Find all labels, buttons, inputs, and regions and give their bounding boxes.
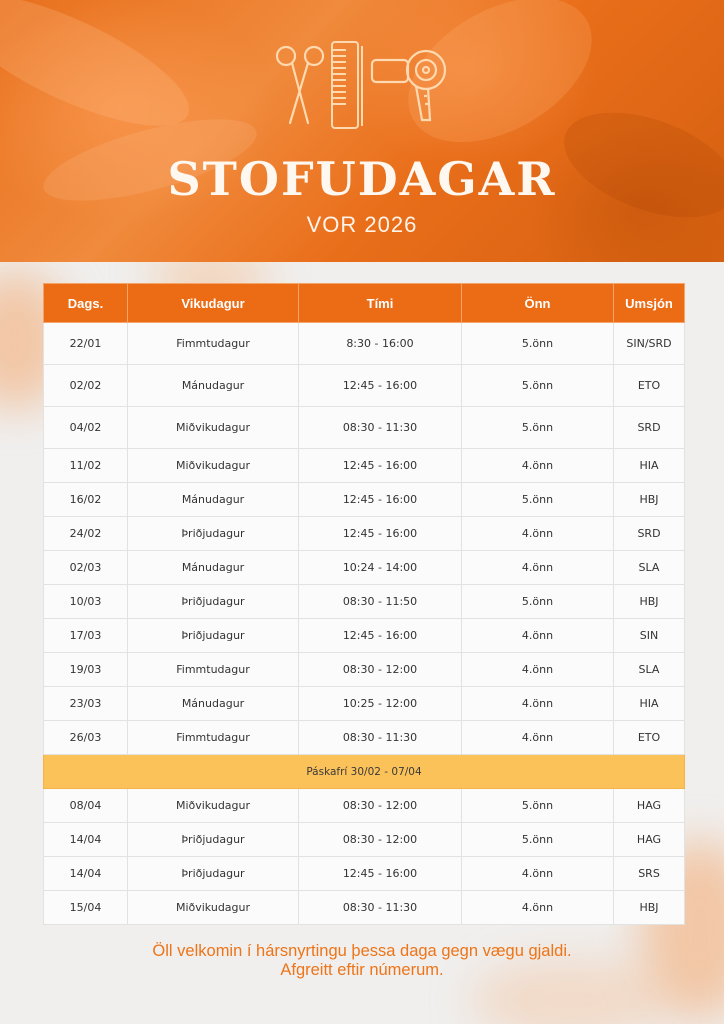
cell-weekday: Miðvikudagur xyxy=(128,891,299,925)
cell-weekday: Fimmtudagur xyxy=(128,721,299,755)
schedule-table-wrapper xyxy=(43,283,684,925)
cell-time: 12:45 - 16:00 xyxy=(299,483,462,517)
cell-time: 10:25 - 12:00 xyxy=(299,687,462,721)
cell-time: 08:30 - 11:30 xyxy=(299,891,462,925)
cell-weekday: Mánudagur xyxy=(128,687,299,721)
header-banner xyxy=(0,0,724,262)
cell-date: 24/02 xyxy=(44,517,128,551)
cell-weekday: Þriðjudagur xyxy=(128,823,299,857)
cell-term: 5.önn xyxy=(462,823,614,857)
cell-supervisor: SLA xyxy=(614,653,685,687)
footer-note xyxy=(0,942,724,980)
cell-weekday: Mánudagur xyxy=(128,365,299,407)
cell-weekday: Þriðjudagur xyxy=(128,585,299,619)
cell-supervisor: HIA xyxy=(614,449,685,483)
cell-supervisor: HIA xyxy=(614,687,685,721)
cell-supervisor: HBJ xyxy=(614,483,685,517)
cell-time: 08:30 - 12:00 xyxy=(299,653,462,687)
cell-date: 17/03 xyxy=(44,619,128,653)
schedule-table xyxy=(43,283,685,925)
table-row xyxy=(44,857,685,891)
cell-term: 4.önn xyxy=(462,721,614,755)
cell-term: 5.önn xyxy=(462,323,614,365)
table-header-row xyxy=(44,284,685,323)
cell-supervisor: SRD xyxy=(614,517,685,551)
table-row xyxy=(44,721,685,755)
cell-supervisor: HBJ xyxy=(614,585,685,619)
table-row xyxy=(44,823,685,857)
cell-weekday: Miðvikudagur xyxy=(128,449,299,483)
table-row xyxy=(44,365,685,407)
cell-date: 23/03 xyxy=(44,687,128,721)
cell-supervisor: SRS xyxy=(614,857,685,891)
cell-date: 14/04 xyxy=(44,857,128,891)
cell-term: 4.önn xyxy=(462,687,614,721)
cell-weekday: Þriðjudagur xyxy=(128,857,299,891)
cell-weekday: Miðvikudagur xyxy=(128,407,299,449)
cell-date: 22/01 xyxy=(44,323,128,365)
table-row xyxy=(44,653,685,687)
cell-date: 04/02 xyxy=(44,407,128,449)
cell-supervisor: HBJ xyxy=(614,891,685,925)
column-header-date: Dags. xyxy=(44,284,128,323)
column-header-term: Önn xyxy=(462,284,614,323)
table-row xyxy=(44,619,685,653)
cell-time: 08:30 - 11:30 xyxy=(299,721,462,755)
cell-weekday: Mánudagur xyxy=(128,483,299,517)
page-subtitle: VOR 2026 xyxy=(306,212,418,237)
cell-supervisor: SIN/SRD xyxy=(614,323,685,365)
cell-time: 12:45 - 16:00 xyxy=(299,449,462,483)
cell-time: 08:30 - 12:00 xyxy=(299,823,462,857)
cell-date: 02/02 xyxy=(44,365,128,407)
column-header-weekday: Vikudagur xyxy=(128,284,299,323)
table-row xyxy=(44,323,685,365)
cell-term: 4.önn xyxy=(462,891,614,925)
cell-term: 4.önn xyxy=(462,517,614,551)
cell-supervisor: SIN xyxy=(614,619,685,653)
column-header-supervisor: Umsjón xyxy=(614,284,685,323)
comb-icon xyxy=(332,42,362,128)
cell-date: 10/03 xyxy=(44,585,128,619)
cell-term: 4.önn xyxy=(462,653,614,687)
hair-dryer-icon xyxy=(372,51,445,120)
column-header-time: Tími xyxy=(299,284,462,323)
cell-time: 12:45 - 16:00 xyxy=(299,365,462,407)
table-row xyxy=(44,891,685,925)
salon-icons xyxy=(270,38,450,133)
cell-time: 8:30 - 16:00 xyxy=(299,323,462,365)
cell-date: 19/03 xyxy=(44,653,128,687)
cell-date: 15/04 xyxy=(44,891,128,925)
table-row xyxy=(44,483,685,517)
cell-time: 08:30 - 11:30 xyxy=(299,407,462,449)
cell-time: 12:45 - 16:00 xyxy=(299,517,462,551)
cell-term: 5.önn xyxy=(462,407,614,449)
scissors-icon xyxy=(277,47,323,123)
cell-supervisor: SLA xyxy=(614,551,685,585)
cell-time: 12:45 - 16:00 xyxy=(299,619,462,653)
cell-weekday: Þriðjudagur xyxy=(128,619,299,653)
cell-term: 5.önn xyxy=(462,585,614,619)
cell-supervisor: HAG xyxy=(614,823,685,857)
table-row xyxy=(44,449,685,483)
page-title: STOFUDAGAR xyxy=(167,152,557,206)
cell-time: 08:30 - 11:50 xyxy=(299,585,462,619)
table-row xyxy=(44,517,685,551)
cell-supervisor: SRD xyxy=(614,407,685,449)
cell-date: 08/04 xyxy=(44,789,128,823)
cell-weekday: Fimmtudagur xyxy=(128,323,299,365)
cell-time: 08:30 - 12:00 xyxy=(299,789,462,823)
cell-term: 5.önn xyxy=(462,365,614,407)
cell-term: 4.önn xyxy=(462,857,614,891)
table-row xyxy=(44,551,685,585)
cell-time: 12:45 - 16:00 xyxy=(299,857,462,891)
cell-weekday: Þriðjudagur xyxy=(128,517,299,551)
cell-date: 14/04 xyxy=(44,823,128,857)
cell-term: 4.önn xyxy=(462,449,614,483)
cell-supervisor: ETO xyxy=(614,721,685,755)
table-row xyxy=(44,789,685,823)
cell-term: 5.önn xyxy=(462,789,614,823)
cell-date: 11/02 xyxy=(44,449,128,483)
holiday-break-row xyxy=(44,755,685,789)
cell-term: 4.önn xyxy=(462,551,614,585)
holiday-break-label: Páskafrí 30/02 - 07/04 xyxy=(44,755,685,789)
cell-term: 5.önn xyxy=(462,483,614,517)
footer-line-2: Afgreitt eftir númerum. xyxy=(280,961,444,979)
footer-line-1: Öll velkomin í hársnyrtingu þessa daga gegn vægu gjaldi. xyxy=(152,942,572,960)
table-row xyxy=(44,407,685,449)
cell-time: 10:24 - 14:00 xyxy=(299,551,462,585)
table-row xyxy=(44,687,685,721)
table-row xyxy=(44,585,685,619)
cell-term: 4.önn xyxy=(462,619,614,653)
cell-supervisor: ETO xyxy=(614,365,685,407)
cell-weekday: Fimmtudagur xyxy=(128,653,299,687)
cell-date: 26/03 xyxy=(44,721,128,755)
cell-date: 02/03 xyxy=(44,551,128,585)
cell-date: 16/02 xyxy=(44,483,128,517)
cell-weekday: Mánudagur xyxy=(128,551,299,585)
cell-supervisor: HAG xyxy=(614,789,685,823)
cell-weekday: Miðvikudagur xyxy=(128,789,299,823)
